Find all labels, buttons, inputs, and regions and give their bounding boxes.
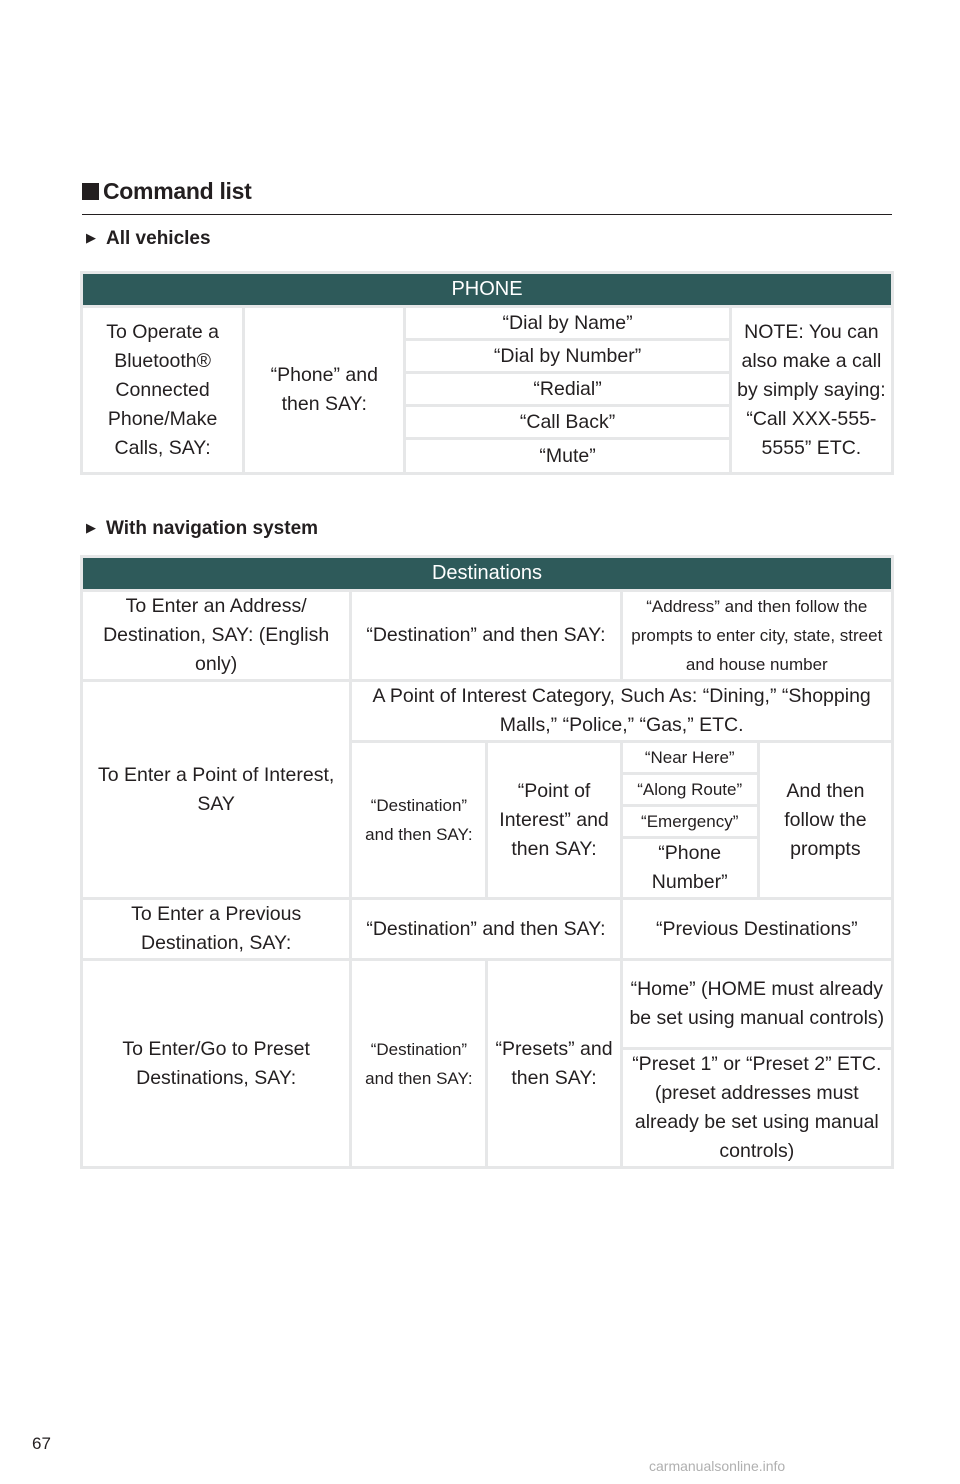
previous-result-cell: “Previous Destinations”	[623, 900, 891, 958]
preset-number-cell: “Preset 1” or “Preset 2” ETC. (preset addresses must already be set using manual controls)	[623, 1050, 891, 1166]
phone-command: “Dial by Number”	[406, 341, 728, 371]
triangle-bullet-icon: ▶	[86, 520, 96, 535]
poi-category-cell: A Point of Interest Category, Such As: “Dining,” “Shopping Malls,” “Police,” “Gas,” ETC.	[352, 682, 891, 740]
triangle-bullet-icon: ▶	[86, 230, 96, 245]
address-result-cell: “Address” and then follow the prompts to enter city, state, street and house number	[623, 592, 891, 679]
phone-command: “Mute”	[406, 440, 728, 472]
page-number: 67	[32, 1434, 51, 1453]
subtitle-navigation: ▶ With navigation system	[86, 518, 319, 539]
address-then-cell: “Destination” and then SAY:	[352, 592, 619, 679]
phone-then-cell: “Phone” and then SAY:	[245, 308, 403, 472]
poi-option: “Near Here”	[623, 743, 757, 772]
phone-command: “Dial by Name”	[406, 308, 728, 338]
subtitle-all-vehicles: ▶ All vehicles	[86, 228, 211, 249]
phone-command: “Call Back”	[406, 407, 728, 437]
preset-home-cell: “Home” (HOME must already be set using manual controls)	[623, 961, 891, 1047]
poi-follow-cell: And then follow the prompts	[760, 743, 891, 897]
poi-option: “Emergency”	[623, 807, 757, 836]
phone-command: “Redial”	[406, 374, 728, 404]
preset-label-cell: To Enter/Go to Preset Destinations, SAY:	[83, 961, 349, 1166]
previous-label-cell: To Enter a Previous Destination, SAY:	[83, 900, 349, 958]
presets-then-cell: “Presets” and then SAY:	[488, 961, 619, 1166]
address-label-cell: To Enter an Address/ Destination, SAY: (English only)	[83, 592, 349, 679]
phone-note-cell: NOTE: You can also make a call by simply saying: “Call XXX-555-5555” ETC.	[732, 308, 891, 472]
preset-destination-then-cell: “Destination” and then SAY:	[352, 961, 485, 1166]
poi-option: “Along Route”	[623, 775, 757, 804]
poi-destination-then-cell: “Destination” and then SAY:	[352, 743, 485, 897]
watermark: carmanualsonline.info	[649, 1458, 786, 1474]
previous-then-cell: “Destination” and then SAY:	[352, 900, 619, 958]
poi-then-cell: “Point of Interest” and then SAY:	[488, 743, 619, 897]
phone-operate-cell: To Operate a Bluetooth® Connected Phone/Make Calls, SAY:	[83, 308, 242, 472]
section-title: Command list	[82, 178, 892, 215]
destinations-command-table	[80, 555, 894, 1169]
poi-label-cell: To Enter a Point of Interest, SAY	[83, 682, 349, 897]
poi-option: “Phone Number”	[623, 839, 757, 897]
phone-table-header: PHONE	[83, 274, 891, 305]
square-bullet-icon	[82, 183, 99, 200]
destinations-table-header: Destinations	[83, 558, 891, 589]
phone-command-table	[80, 271, 894, 475]
